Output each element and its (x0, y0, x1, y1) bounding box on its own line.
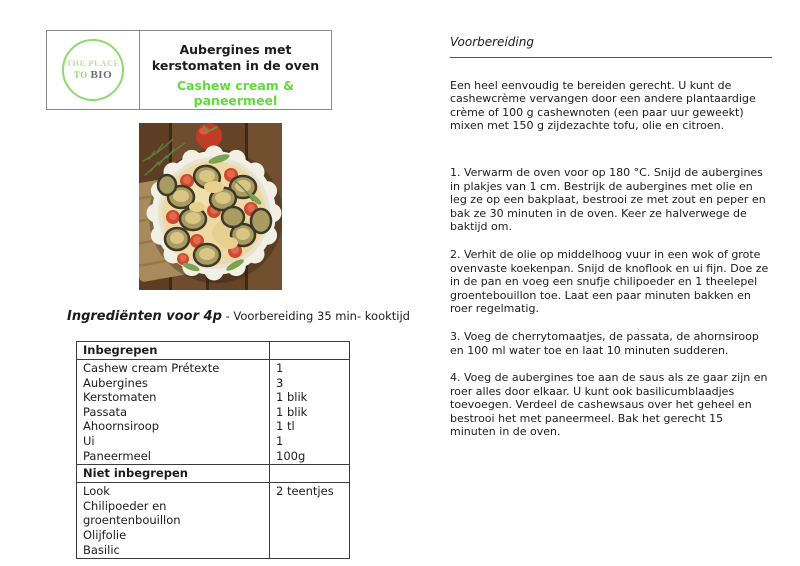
included-names-cell (77, 360, 270, 465)
preparation-column (450, 36, 772, 453)
included-header-cell: Inbegrepen (77, 342, 270, 360)
recipe-header (46, 30, 332, 110)
excluded-header-cell: Niet inbegrepen (77, 465, 270, 483)
preparation-step-3: 3. Voeg de cherrytomaatjes, de passata, de ahornsiroop en 100 ml water toe en laat 10 minuten sudderen. (450, 329, 759, 357)
preparation-step-4: 4. Voeg de aubergines toe aan de saus als ze gaar zijn en roer alles door elkaar. U kunt ook basilicumblaadjes toevoegen. Verdeel de cashewsaus over het geheel en bestrooi het met paneermeel. Bak het gerecht 15 minuten in de oven. (450, 371, 768, 439)
ingredient-qty: 1 blik (276, 390, 308, 405)
ingredients-heading (67, 309, 410, 324)
ingredient-qty: 100g (276, 448, 306, 463)
ingredient-qty: 1 blik (276, 404, 308, 419)
ingredient-name: Basilic (83, 542, 120, 557)
ingredient-name: Ui (83, 433, 95, 448)
included-header-qty-cell (270, 342, 350, 360)
the-place-to-bio-logo (62, 39, 124, 101)
ingredient-name: Aubergines (83, 375, 148, 390)
logo-bio: BIO (90, 68, 113, 81)
ingredient-name: Kerstomaten (83, 390, 157, 405)
logo-cell (47, 31, 140, 109)
ingredient-qty: 3 (276, 375, 284, 390)
excluded-header-qty-cell (270, 465, 350, 483)
recipe-title: Aubergines met kerstomaten in de oven (151, 42, 320, 73)
preparation-intro: Een heel eenvoudig te bereiden gerecht. U kunt de cashewcrème vervangen door een andere plantaardige crème of 100 g cashewnoten (een paar uur geweekt) mixen met 150 g zijdezachte tofu, olie en citroen. (450, 78, 756, 133)
excluded-names-cell (77, 483, 270, 559)
excluded-header-row (77, 465, 350, 483)
ingredients-heading-suffix: - Voorbereiding 35 min- kooktijd (225, 309, 410, 323)
preparation-step-1: 1. Verwarm de oven voor op 180 °C. Snijd de aubergines in plakjes van 1 cm. Bestrijk de aubergines met olie en leg ze op een bakplaat, bestrooi ze met zout en peper en bak ze 30 minuten in de oven. Keer ze halverwege de baktijd om. (450, 165, 766, 234)
recipe-subtitle: Cashew cream & paneermeel (176, 78, 295, 108)
recipe-photo (139, 123, 282, 290)
included-qty-cell (270, 360, 350, 465)
preparation-heading: Voorbereiding (450, 36, 772, 58)
logo-to: TO (73, 69, 88, 80)
ingredient-name: Cashew cream Prétexte (83, 361, 220, 375)
title-cell (140, 31, 331, 109)
ingredient-qty: 2 teentjes (276, 484, 334, 499)
ingredient-name: Look (83, 484, 110, 499)
ingredient-name: Paneermeel (83, 448, 151, 463)
ingredient-qty: 1 (276, 433, 284, 448)
included-header-row (77, 342, 350, 360)
excluded-items-row (77, 483, 350, 559)
ingredient-name: Ahoornsiroop (83, 419, 160, 434)
logo-line2 (74, 69, 112, 81)
ingredients-table (76, 341, 350, 559)
included-items-row (77, 360, 350, 465)
ingredient-qty: 1 tl (276, 419, 295, 434)
baked-aubergine-dish-illustration (139, 123, 282, 290)
excluded-qty-cell (270, 483, 350, 559)
ingredient-name: Chilipoeder en groentenbouillon (83, 498, 181, 528)
ingredient-name: Olijfolie (83, 527, 127, 542)
ingredients-heading-title: Ingrediënten voor 4p (67, 309, 222, 324)
logo-line1: THE PLACE (66, 58, 120, 69)
preparation-step-2: 2. Verhit de olie op middelhoog vuur in een wok of grote ovenvaste koekenpan. Snijd de knoflook en ui fijn. Doe ze in de pan en voeg een snufje chilipoeder en 1 theelepel groentebouillon toe. Laat een paar minuten bakken en roer regelmatig. (450, 247, 769, 316)
ingredient-qty: 1 (276, 361, 284, 375)
ingredient-name: Passata (83, 404, 128, 419)
